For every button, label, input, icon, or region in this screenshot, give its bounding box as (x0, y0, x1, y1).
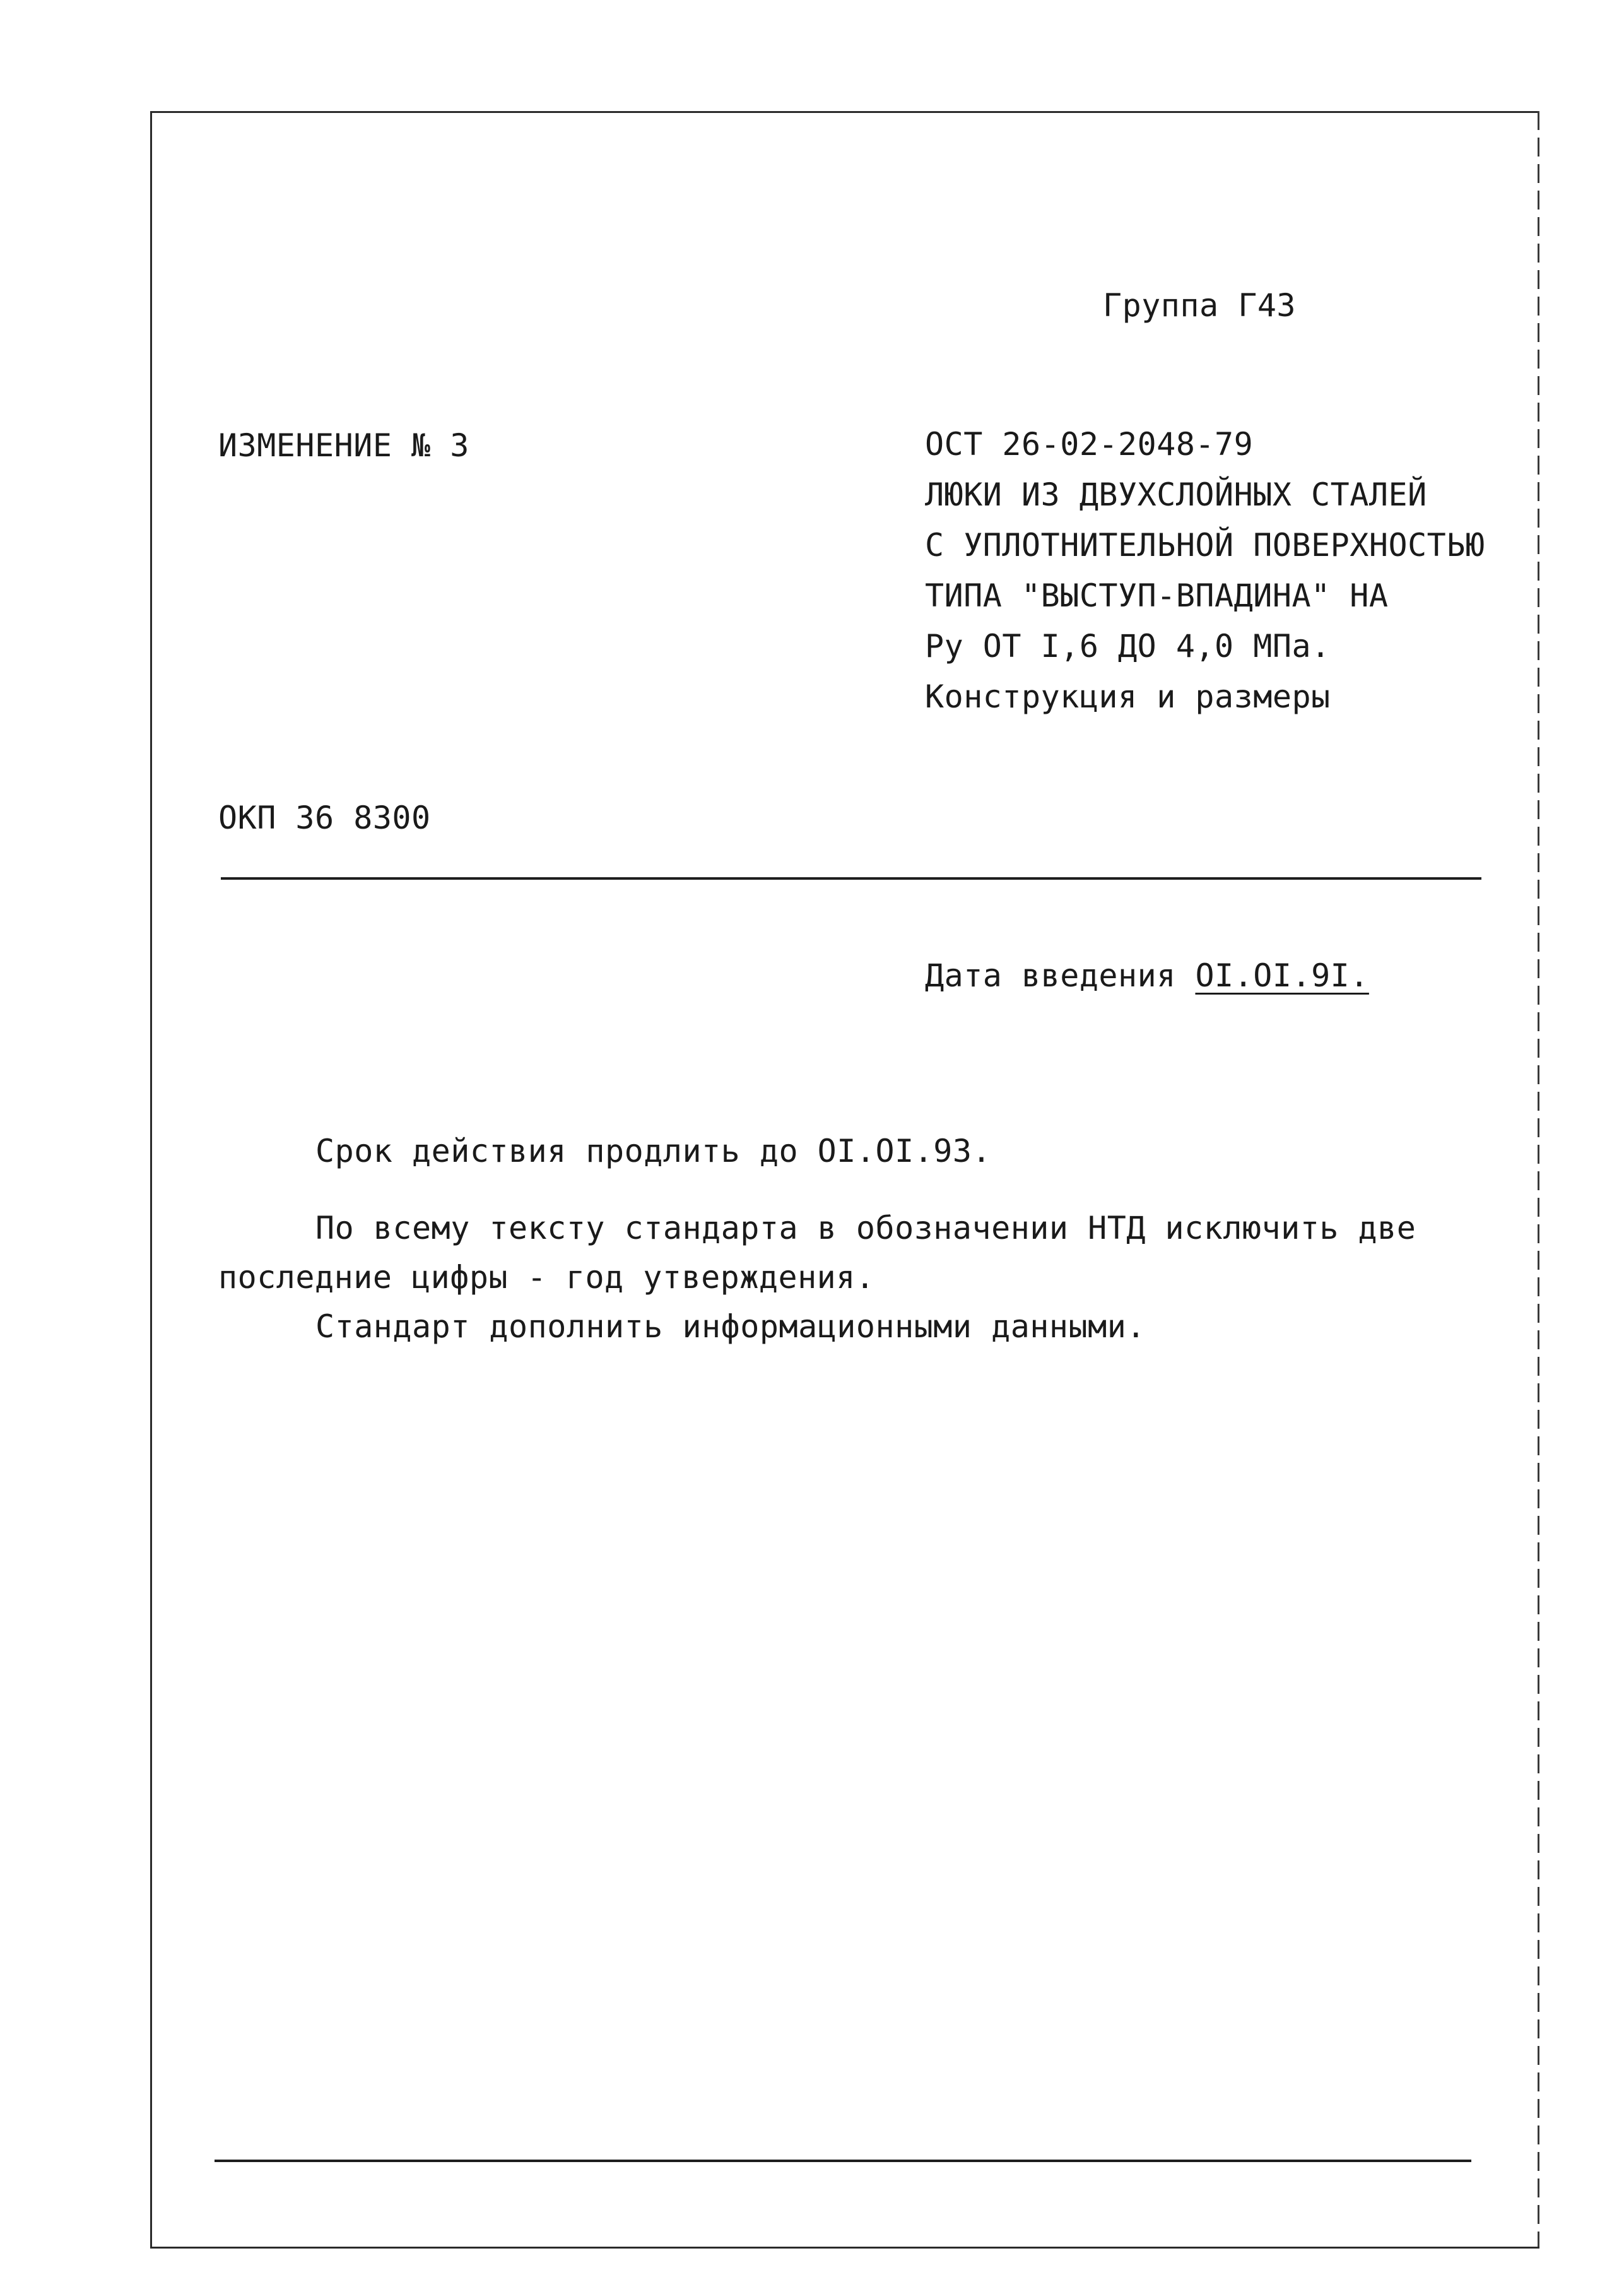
standard-title-line: Конструкция и размеры (925, 678, 1331, 715)
frame-top-border (150, 111, 1539, 113)
change-title: ИЗМЕНЕНИЕ № 3 (218, 427, 469, 464)
group-code: Группа Г43 (1103, 287, 1297, 324)
frame-bottom-border (150, 2247, 1539, 2249)
standard-title-line: ЛЮКИ ИЗ ДВУХСЛОЙНЫХ СТАЛЕЙ (925, 476, 1427, 513)
bottom-divider (215, 2160, 1471, 2162)
okp-code: ОКП 36 8300 (218, 800, 431, 836)
section-divider (221, 877, 1481, 880)
intro-date-label: Дата введения (925, 957, 1176, 994)
frame-left-border (150, 111, 152, 2248)
standard-title-line: ТИПА "ВЫСТУП-ВПАДИНА" НА (925, 577, 1389, 614)
body-paragraph: Срок действия продлить до OI.OI.93. (315, 1133, 992, 1169)
body-paragraph: По всему тексту стандарта в обозначении НТД исключить две (315, 1210, 1416, 1246)
intro-date (925, 950, 1369, 1001)
intro-date-value: OI.OI.9I. (1195, 957, 1369, 994)
standard-number: ОСТ 26-02-2048-79 (925, 426, 1254, 463)
standard-title-line: С УПЛОТНИТЕЛЬНОЙ ПОВЕРХНОСТЬЮ (925, 527, 1485, 564)
body-paragraph: Стандарт дополнить информационными данными. (315, 1308, 1146, 1345)
body-paragraph-continuation: последние цифры - год утверждения. (218, 1259, 875, 1296)
standard-title-line: Ру ОТ I,6 ДО 4,0 МПа. (925, 628, 1331, 665)
frame-right-border (1538, 111, 1539, 2248)
